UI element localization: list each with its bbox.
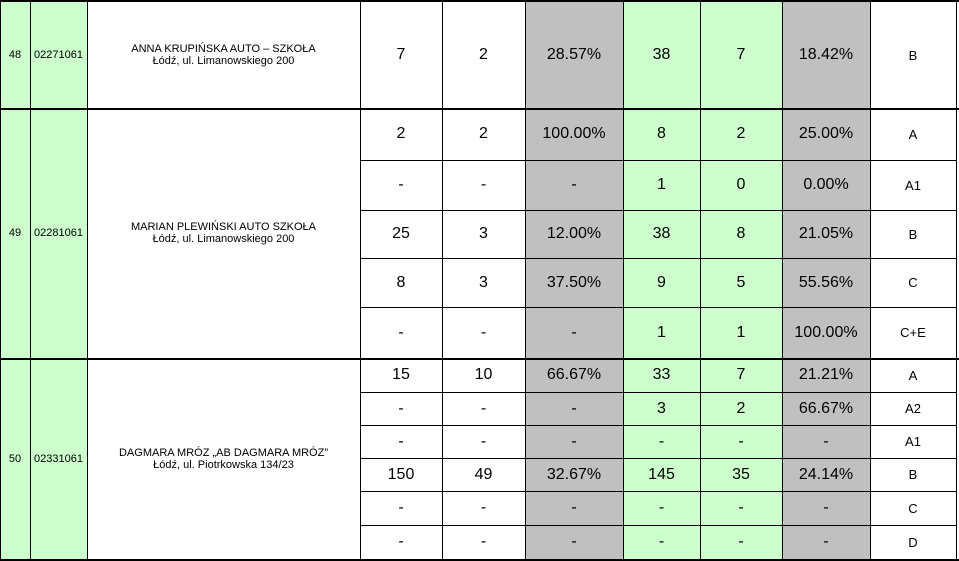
pass-rate-1: 66.67% <box>525 358 623 392</box>
category: B <box>870 2 956 108</box>
candidates-1: 150 <box>360 458 442 491</box>
passed-1: 3 <box>442 258 525 307</box>
category: D <box>870 525 956 559</box>
pass-rate-2: 66.67% <box>782 392 870 425</box>
grid-line <box>700 0 701 561</box>
grid-line <box>360 392 956 393</box>
candidates-2: 9 <box>623 258 700 307</box>
passed-1: 2 <box>442 2 525 108</box>
candidates-2: 38 <box>623 210 700 258</box>
passed-2: 7 <box>700 2 782 108</box>
passed-2: 35 <box>700 458 782 491</box>
candidates-1: - <box>360 160 442 210</box>
grid-line <box>360 458 956 459</box>
passed-1: - <box>442 525 525 559</box>
candidates-1: 8 <box>360 258 442 307</box>
grid-line <box>956 0 957 561</box>
pass-rate-2: - <box>782 491 870 525</box>
passed-2: 0 <box>700 160 782 210</box>
grid-line <box>360 0 361 561</box>
school-cell <box>87 2 360 108</box>
pass-rate-1: - <box>525 491 623 525</box>
candidates-2: 1 <box>623 307 700 358</box>
grid-line <box>87 0 88 561</box>
category: B <box>870 458 956 491</box>
passed-1: 10 <box>442 358 525 392</box>
pass-rate-1: 12.00% <box>525 210 623 258</box>
school-name: ANNA KRUPIŃSKA AUTO – SZKOŁA <box>131 43 316 55</box>
candidates-2: 38 <box>623 2 700 108</box>
passed-1: - <box>442 425 525 458</box>
pass-rate-1: 32.67% <box>525 458 623 491</box>
pass-rate-1: - <box>525 392 623 425</box>
pass-rate-2: 55.56% <box>782 258 870 307</box>
pass-rate-2: 21.05% <box>782 210 870 258</box>
candidates-1: - <box>360 491 442 525</box>
school-name: MARIAN PLEWIŃSKI AUTO SZKOŁA <box>130 221 316 233</box>
school-address: Łódź, ul. Piotrkowska 134/23 <box>153 458 294 471</box>
passed-2: 8 <box>700 210 782 258</box>
row-number: 48 <box>0 2 30 108</box>
pass-rate-2: 25.00% <box>782 108 870 160</box>
grid-line <box>360 425 956 426</box>
pass-rate-2: 18.42% <box>782 2 870 108</box>
category: C+E <box>870 307 956 358</box>
pass-rate-1: 28.57% <box>525 2 623 108</box>
candidates-1: - <box>360 525 442 559</box>
passed-1: - <box>442 392 525 425</box>
pass-rate-1: - <box>525 525 623 559</box>
candidates-1: 7 <box>360 2 442 108</box>
passed-1: - <box>442 491 525 525</box>
school-address: Łódź, ul. Limanowskiego 200 <box>152 55 295 67</box>
candidates-1: - <box>360 425 442 458</box>
row-number: 50 <box>0 358 30 559</box>
school-code: 02271061 <box>30 2 87 108</box>
school-name: DAGMARA MRÓZ „AB DAGMARA MRÓZ” <box>118 446 328 459</box>
pass-rate-2: - <box>782 425 870 458</box>
category: B <box>870 210 956 258</box>
passed-2: 7 <box>700 358 782 392</box>
candidates-2: - <box>623 525 700 559</box>
school-cell <box>87 108 360 358</box>
pass-rate-1: - <box>525 307 623 358</box>
candidates-2: 1 <box>623 160 700 210</box>
category: A <box>870 358 956 392</box>
passed-2: 1 <box>700 307 782 358</box>
grid-line <box>360 491 956 492</box>
grid-line <box>0 0 959 2</box>
candidates-1: 25 <box>360 210 442 258</box>
grid-line <box>623 0 624 561</box>
grid-line <box>442 0 443 561</box>
grid-line <box>870 0 871 561</box>
passed-2: - <box>700 491 782 525</box>
pass-rate-1: 37.50% <box>525 258 623 307</box>
category: C <box>870 258 956 307</box>
school-code: 02281061 <box>30 108 87 358</box>
candidates-2: 3 <box>623 392 700 425</box>
row-number: 49 <box>0 108 30 358</box>
candidates-1: 15 <box>360 358 442 392</box>
candidates-2: 33 <box>623 358 700 392</box>
pass-rate-2: 24.14% <box>782 458 870 491</box>
candidates-1: - <box>360 307 442 358</box>
pass-rate-1: 100.00% <box>525 108 623 160</box>
candidates-1: - <box>360 392 442 425</box>
category: A1 <box>870 160 956 210</box>
passed-2: - <box>700 425 782 458</box>
pass-rate-2: 0.00% <box>782 160 870 210</box>
grid-line <box>360 525 956 526</box>
category: A <box>870 108 956 160</box>
grid-line <box>30 0 31 561</box>
grid-line <box>360 307 956 308</box>
passed-1: - <box>442 307 525 358</box>
candidates-2: 145 <box>623 458 700 491</box>
candidates-2: 8 <box>623 108 700 160</box>
pass-rate-1: - <box>525 425 623 458</box>
pass-rate-2: 100.00% <box>782 307 870 358</box>
passed-1: 2 <box>442 108 525 160</box>
grid-line <box>0 108 959 110</box>
category: A2 <box>870 392 956 425</box>
category: C <box>870 491 956 525</box>
passed-2: 2 <box>700 392 782 425</box>
candidates-1: 2 <box>360 108 442 160</box>
school-code: 02331061 <box>30 358 87 559</box>
pass-rate-1: - <box>525 160 623 210</box>
grid-line <box>360 258 956 259</box>
passed-2: - <box>700 525 782 559</box>
school-cell <box>87 358 360 559</box>
grid-line <box>0 358 959 360</box>
grid-line <box>525 0 526 561</box>
grid-line <box>360 210 956 211</box>
candidates-2: - <box>623 491 700 525</box>
passed-1: 49 <box>442 458 525 491</box>
category: A1 <box>870 425 956 458</box>
passed-1: - <box>442 160 525 210</box>
grid-line <box>360 160 956 161</box>
grid-line <box>782 0 783 561</box>
school-address: Łódź, ul. Limanowskiego 200 <box>152 233 295 245</box>
passed-2: 5 <box>700 258 782 307</box>
passed-2: 2 <box>700 108 782 160</box>
pass-rate-2: - <box>782 525 870 559</box>
passed-1: 3 <box>442 210 525 258</box>
candidates-2: - <box>623 425 700 458</box>
pass-rate-2: 21.21% <box>782 358 870 392</box>
grid-line <box>0 0 1 561</box>
